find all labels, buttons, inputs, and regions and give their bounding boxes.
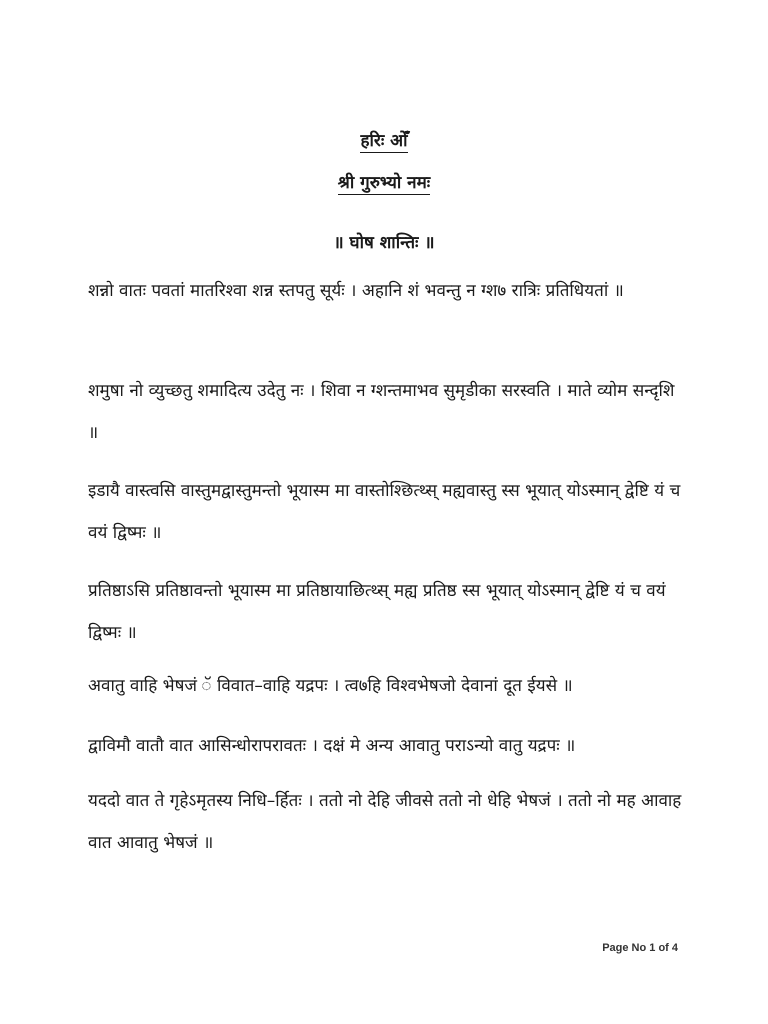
verse-3: इडायै वास्त्वसि वास्तुमद्वास्तुमन्तो भूयास्म मा वास्तोश्छित्थ्स् मह्यवास्तु स्स भूयात् योऽस्मान् द्वेष्टि यं च वयं द्विष्मः ॥ <box>88 481 681 543</box>
verse-7: यददो वात ते गृहेऽमृतस्य निधि–र्हितः । ततो नो देहि जीवसे ततो नो धेहि भेषजं । ततो नो मह आवाह वात आवातु भेषजं ॥ <box>88 791 682 853</box>
verse-2: शमुषा नो व्युच्छतु शमादित्य उदेतु नः । शिवा न ग्शन्तमाभव सुमृडीका सरस्वति । माते व्योम सन्दृशि ॥ <box>88 381 675 443</box>
salutation-text: श्री गुरुभ्यो नमः <box>337 173 431 193</box>
invocation-heading <box>0 128 768 151</box>
verse-6: द्वाविमौ वातौ वात आसिन्धोरापरावतः । दक्षं मे अन्य आवातु पराऽन्यो वातु यद्रपः ॥ <box>88 736 576 756</box>
page-title-text: ॥ घोष शान्तिः ॥ <box>333 233 435 253</box>
salutation-heading <box>0 170 768 193</box>
page-title <box>0 230 768 253</box>
invocation-text: हरिः ओँ <box>360 131 408 151</box>
verse-1: शन्नो वातः पवतां मातरिश्वा शन्न स्तपतु सूर्यः । अहानि शं भवन्तु न ग्श७ रात्रिः प्रतिधियतां ॥ <box>88 281 624 301</box>
verse-4: प्रतिष्ठाऽसि प्रतिष्ठावन्तो भूयास्म मा प्रतिष्ठायाछित्थ्स् मह्य प्रतिष्ठ स्स भूयात् योऽस्मान् द्वेष्टि यं च वयं द्विष्मः ॥ <box>88 581 666 643</box>
verse-5: अवातु वाहि भेषजं ॅ विवात–वाहि यद्रपः । त्व७हि विश्वभेषजो देवानां दूत ईयसे ॥ <box>88 676 573 696</box>
page-number: Page No 1 of 4 <box>602 942 678 954</box>
